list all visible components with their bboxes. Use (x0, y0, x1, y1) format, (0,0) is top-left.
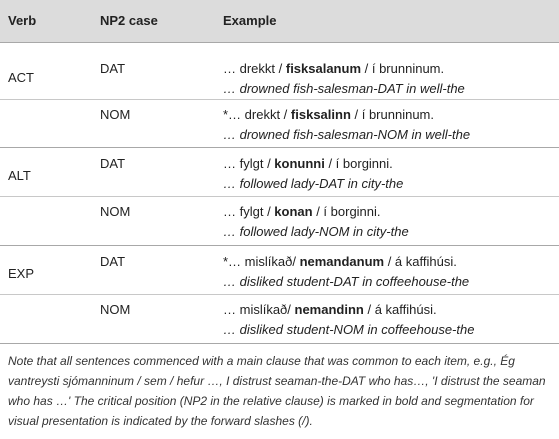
header-np2-case: NP2 case (100, 13, 158, 28)
example-sentence: … fylgt / konan / í borginni. (223, 204, 381, 219)
header-example: Example (223, 13, 277, 28)
row-divider (0, 196, 559, 197)
table-header-row (0, 0, 559, 42)
row-divider (0, 99, 559, 100)
example-gloss: … drowned fish-salesman-NOM in well-the (223, 127, 471, 142)
case-cell: DAT (100, 254, 126, 269)
group-divider (0, 147, 559, 148)
verb-cell: ACT (8, 70, 34, 85)
table-footnote: Note that all sentences commenced with a main clause that was common to each item, e.g., Ég vantreysti sjómanninum / sem / hefur …, I distrust seaman-the-DAT who has…, 'I distrust the seaman who has …' The critical position (NP2 in the relative clause) is marked in bold and segmentation for visual presentation is indicated by the forward slashes (/). (8, 354, 546, 428)
example-gloss: … disliked student-NOM in coffeehouse-the (223, 322, 475, 337)
case-cell: NOM (100, 302, 131, 317)
case-cell: DAT (100, 156, 126, 171)
case-cell: NOM (100, 204, 131, 219)
verb-cell: EXP (8, 266, 35, 281)
example-gloss: … followed lady-DAT in city-the (223, 176, 404, 191)
table-bottom-rule (0, 343, 559, 344)
header-verb: Verb (8, 13, 37, 28)
row-divider (0, 294, 559, 295)
example-sentence: … mislíkað/ nemandinn / á kaffihúsi. (223, 302, 437, 317)
verb-cell: ALT (8, 168, 31, 183)
example-sentence: … fylgt / konunni / í borginni. (223, 156, 393, 171)
example-sentence: … drekkt / fisksalanum / í brunninum. (223, 61, 445, 76)
example-gloss: … drowned fish-salesman-DAT in well-the (223, 81, 465, 96)
header-divider (0, 42, 559, 43)
example-sentence: *… mislíkað/ nemandanum / á kaffihúsi. (223, 254, 457, 269)
example-gloss: … followed lady-NOM in city-the (223, 224, 409, 239)
group-divider (0, 245, 559, 246)
example-sentence: *… drekkt / fisksalinn / í brunninum. (223, 107, 434, 122)
example-gloss: … disliked student-DAT in coffeehouse-the (223, 274, 470, 289)
case-cell: DAT (100, 61, 126, 76)
case-cell: NOM (100, 107, 131, 122)
